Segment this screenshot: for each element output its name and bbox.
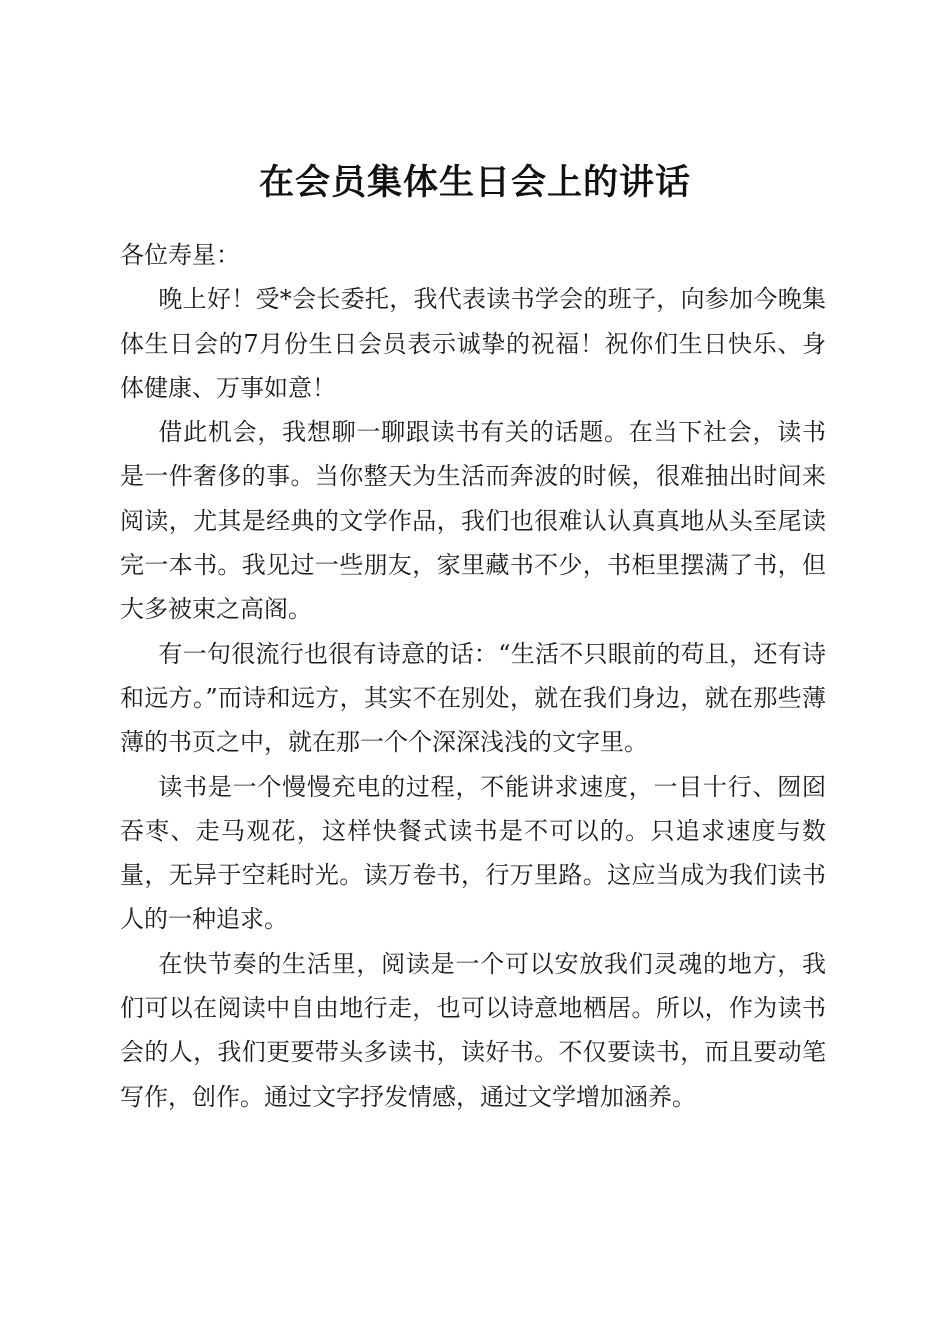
paragraph-slow-reading: 读书是一个慢慢充电的过程，不能讲求速度，一目十行、囫囵吞枣、走马观花，这样快餐式读书是不可以的。只追求速度与数量，无异于空耗时光。读万卷书，行万里路。这应当成为我们读书人的一种追求。 xyxy=(120,772,826,934)
salutation: 各位寿星： xyxy=(120,241,240,269)
paragraph-greeting: 晚上好！受*会长委托，我代表读书学会的班子，向参加今晚集体生日会的7月份生日会员表示诚挚的祝福！祝你们生日快乐、身体健康、万事如意！ xyxy=(120,285,826,402)
document-body xyxy=(120,233,826,1119)
paragraph-poetry-and-distance: 有一句很流行也很有诗意的话：“生活不只眼前的苟且，还有诗和远方。”而诗和远方，其实不在别处，就在我们身边，就在那些薄薄的书页之中，就在那一个个深深浅浅的文字里。 xyxy=(120,639,826,757)
paragraph-closing: 在快节奏的生活里，阅读是一个可以安放我们灵魂的地方，我们可以在阅读中自由地行走，也可以诗意地栖居。所以，作为读书会的人，我们更要带头多读书，读好书。不仅要读书，而且要动笔写作，创作。通过文字抒发情感，通过文学增加涵养。 xyxy=(120,949,826,1111)
paragraph-reading-topic: 借此机会，我想聊一聊跟读书有关的话题。在当下社会，读书是一件奢侈的事。当你整天为生活而奔波的时候，很难抽出时间来阅读，尤其是经典的文学作品，我们也很难认认真真地从头至尾读完一本书。我见过一些朋友，家里藏书不少，书柜里摆满了书，但大多被束之高阁。 xyxy=(120,418,826,624)
document-title: 在会员集体生日会上的讲话 xyxy=(258,162,691,204)
